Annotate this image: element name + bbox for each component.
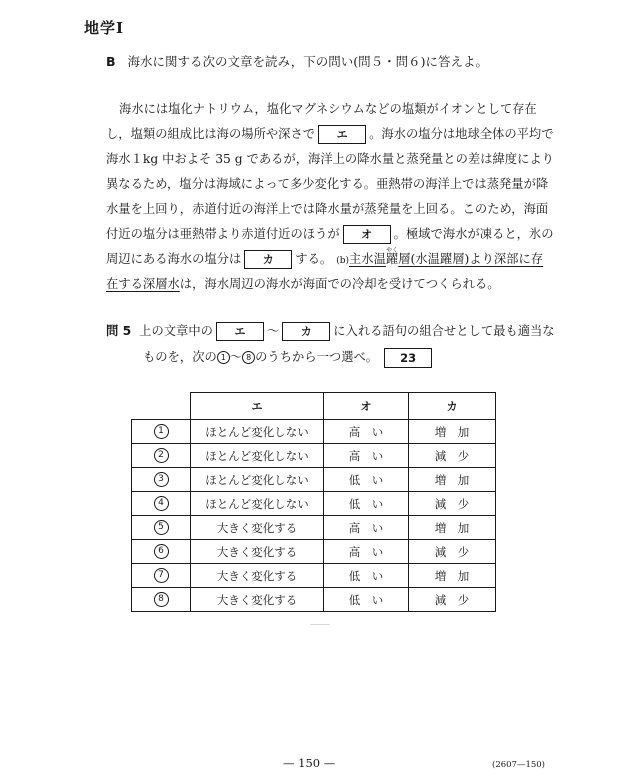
passage-text: 。海水の塩分は地球全体の平均で — [369, 127, 554, 141]
question-text: 上の文章中の — [139, 324, 213, 338]
choice-number: 8 — [154, 592, 169, 607]
ruby-reading: やく — [386, 247, 399, 254]
subject-title: 地学Ⅰ — [84, 19, 125, 37]
question-box-ka: カ — [282, 322, 330, 341]
question-number: 問 5 — [106, 324, 132, 338]
cell-e: 大きく変化する — [191, 516, 324, 540]
choices-table — [131, 392, 496, 612]
table-header-o: オ — [324, 393, 409, 420]
cell-o: 高 い — [324, 540, 409, 564]
cell-ka: 増 加 — [409, 468, 496, 492]
question-line-1 — [106, 318, 555, 344]
table-header-row — [132, 393, 496, 420]
underlined-phrase-end: 在する深層水 — [106, 277, 180, 291]
passage-text: 周辺にある海水の塩分は — [106, 252, 242, 266]
passage-line-2 — [106, 122, 566, 147]
table-row — [132, 468, 496, 492]
choice-number: 1 — [154, 424, 169, 439]
choice-number: 2 — [154, 448, 169, 463]
table-row — [132, 540, 496, 564]
page-number: — 150 — — [283, 756, 336, 770]
choice-number-cell — [132, 444, 191, 468]
blank-box-o: オ — [343, 225, 391, 244]
ruby-base: 躍 — [385, 252, 399, 266]
choice-number: 3 — [154, 472, 169, 487]
choice-number: 7 — [154, 568, 169, 583]
cell-o: 低 い — [324, 468, 409, 492]
question-box-e: エ — [216, 322, 264, 341]
cell-ka: 増 加 — [409, 564, 496, 588]
table-header-e: エ — [191, 393, 324, 420]
passage-text: し，塩類の組成比は海の場所や深さで — [106, 127, 316, 141]
choice-number: 4 — [154, 496, 169, 511]
underlined-phrase — [348, 247, 544, 266]
blank-box-ka: カ — [244, 250, 292, 269]
cell-e: ほとんど変化しない — [191, 492, 324, 516]
choice-number: 5 — [154, 520, 169, 535]
cell-ka: 減 少 — [409, 444, 496, 468]
cell-ka: 減 少 — [409, 492, 496, 516]
table-row — [132, 564, 496, 588]
passage-text: は，海水周辺の海水が海面での冷却を受けてつくられる。 — [179, 277, 500, 291]
circled-number-last: 8 — [242, 351, 255, 364]
cell-o: 高 い — [324, 420, 409, 444]
passage-text: 主水温 — [348, 252, 386, 266]
cell-ka: 増 加 — [409, 516, 496, 540]
scan-mark — [310, 624, 330, 625]
blank-box-e: エ — [318, 125, 366, 144]
table-row — [132, 444, 496, 468]
cell-e: 大きく変化する — [191, 588, 324, 612]
cell-o: 低 い — [324, 588, 409, 612]
choice-number-cell — [132, 540, 191, 564]
choice-number-cell — [132, 468, 191, 492]
question-text: ものを，次の — [143, 350, 217, 364]
passage-line-3: 海水１kg 中およそ 35 g であるが，海洋上の降水量と蒸発量との差は緯度により — [106, 152, 554, 166]
cell-ka: 増 加 — [409, 420, 496, 444]
table-row — [132, 492, 496, 516]
section-instruction-text: 海水に関する次の文章を読み，下の問い(問５・問６)に答えよ。 — [127, 54, 489, 69]
cell-o: 高 い — [324, 516, 409, 540]
table-row — [132, 420, 496, 444]
choice-number-cell — [132, 588, 191, 612]
cell-o: 低 い — [324, 564, 409, 588]
circled-number-first: 1 — [217, 351, 230, 364]
cell-e: ほとんど変化しない — [191, 420, 324, 444]
choice-number-cell — [132, 420, 191, 444]
table-row — [132, 516, 496, 540]
question-text: のうちから一つ選べ。 — [255, 350, 379, 364]
passage-line-8 — [106, 272, 566, 297]
question-line-2 — [106, 344, 555, 370]
ruby-word — [386, 247, 398, 272]
question-text: 〜 — [229, 350, 243, 364]
section-instruction — [106, 52, 488, 70]
question-text: に入れる語句の組合せとして最も適当な — [333, 324, 555, 338]
cell-ka: 減 少 — [409, 588, 496, 612]
choice-number-cell — [132, 492, 191, 516]
cell-ka: 減 少 — [409, 540, 496, 564]
passage — [106, 97, 566, 297]
passage-text: 付近の塩分は亜熱帯より赤道付近のほうが — [106, 227, 340, 241]
passage-line-5: 水量を上回り，赤道付近の海洋上では降水量が蒸発量を上回る。このため，海面 — [106, 202, 549, 216]
passage-text: する。 — [295, 252, 333, 266]
cell-e: 大きく変化する — [191, 540, 324, 564]
cell-e: 大きく変化する — [191, 564, 324, 588]
passage-text: 。極域で海水が凍ると，氷の — [393, 227, 554, 241]
passage-line-4: 異なるため，塩分は海域によって多少変化する。亜熱帯の海洋上では蒸発量が降 — [106, 177, 549, 191]
table-header-blank — [132, 393, 191, 420]
exam-code: (2607—150) — [492, 760, 545, 770]
table-row — [132, 588, 496, 612]
choice-number-cell — [132, 564, 191, 588]
cell-e: ほとんど変化しない — [191, 444, 324, 468]
cell-e: ほとんど変化しない — [191, 468, 324, 492]
passage-line-7 — [106, 247, 566, 272]
choice-number-cell — [132, 516, 191, 540]
passage-text: 層(水温躍層)より深部に存 — [398, 252, 544, 266]
passage-line-6 — [106, 222, 566, 247]
question-5 — [106, 318, 555, 370]
underline-marker-b: (b) — [336, 256, 349, 266]
answer-number-box: 23 — [384, 348, 432, 368]
passage-line-1: 海水には塩化ナトリウム，塩化マグネシウムなどの塩類がイオンとして存在 — [119, 102, 537, 116]
cell-o: 低 い — [324, 492, 409, 516]
section-letter: B — [106, 54, 116, 69]
table-header-ka: カ — [409, 393, 496, 420]
question-text: 〜 — [266, 324, 280, 338]
choice-number: 6 — [154, 544, 169, 559]
cell-o: 高 い — [324, 444, 409, 468]
